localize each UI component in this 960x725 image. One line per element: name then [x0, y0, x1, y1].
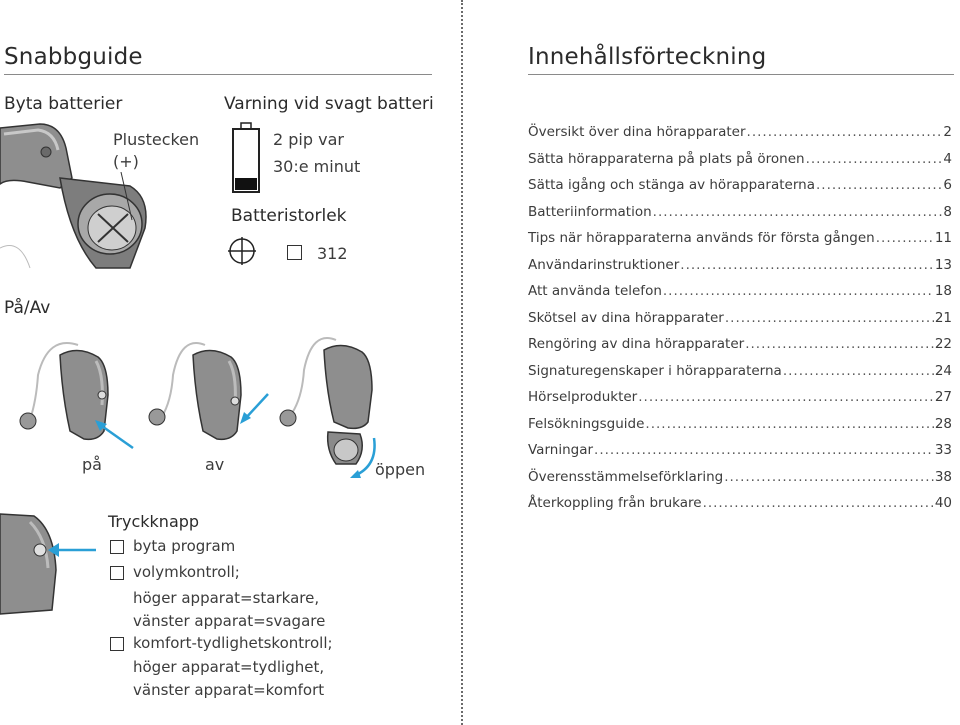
comfort-control-checkbox — [110, 637, 124, 651]
toc-entry-page: 8 — [943, 203, 952, 220]
toc-entry-page: 33 — [934, 442, 952, 458]
toc-entry-page: 24 — [934, 362, 952, 379]
volume-control-text: volymkontroll; — [133, 563, 240, 581]
toc-entry-label: Batteriinformation — [528, 203, 652, 220]
toc-entry-label: Sätta hörapparaterna på plats på öronen — [528, 150, 805, 167]
toc-entry[interactable] — [528, 257, 952, 284]
toc-entry-label: Felsökningsguide — [528, 415, 645, 432]
low-battery-heading: Varning vid svagt batteri — [224, 94, 434, 114]
toc-entry-page: 28 — [934, 415, 952, 432]
toc-entry[interactable] — [528, 204, 952, 231]
toc-entry-label: Att använda telefon — [528, 283, 662, 299]
toc-entry-page: 6 — [943, 177, 952, 193]
push-button-illustration — [0, 510, 110, 620]
comfort-control-text: komfort-tydlighetskontroll; — [133, 634, 333, 652]
toc-entry[interactable] — [528, 124, 952, 151]
toc-entry-page: 40 — [934, 495, 952, 511]
beep-line-2: 30:e minut — [273, 157, 361, 176]
toc-entry-label: Signaturegenskaper i hörapparaterna — [528, 362, 782, 379]
volume-right-text: höger apparat=starkare, — [133, 589, 320, 607]
toc-entry[interactable] — [528, 389, 952, 416]
change-program-text: byta program — [133, 537, 236, 555]
toc-entry-label: Återkoppling från brukare — [528, 495, 702, 511]
battery-size-color-square — [287, 245, 302, 260]
toc-entry-page: 38 — [934, 468, 952, 485]
change-program-checkbox — [110, 540, 124, 554]
plus-sign-symbol: (+) — [113, 152, 139, 171]
beep-line-1: 2 pip var — [273, 130, 344, 149]
toc-entry-page: 21 — [934, 309, 952, 326]
toc-entry-page: 18 — [934, 283, 952, 299]
toc-entry[interactable] — [528, 283, 952, 310]
toc-entry[interactable] — [528, 363, 952, 390]
toc-entry[interactable] — [528, 151, 952, 178]
on-arrow-icon — [95, 420, 135, 450]
toc-entry[interactable] — [528, 469, 952, 496]
battery-plus-circle-icon — [227, 236, 257, 266]
title-rule-right — [528, 74, 954, 75]
toc-entry[interactable] — [528, 230, 952, 257]
page-fold-divider — [461, 0, 463, 725]
toc-entry[interactable] — [528, 310, 952, 337]
toc-entry-label: Översikt över dina hörapparater — [528, 124, 746, 140]
label-off: av — [205, 455, 225, 474]
plus-sign-label: Plustecken — [113, 130, 200, 149]
toc-entry-page: 11 — [934, 230, 952, 246]
quick-guide-title: Snabbguide — [4, 44, 143, 70]
label-open: öppen — [375, 460, 426, 479]
toc-entry-label: Rengöring av dina hörapparater — [528, 336, 745, 352]
toc-entry-page: 22 — [934, 336, 952, 352]
toc-entry-page: 4 — [943, 150, 952, 167]
title-rule-left — [4, 74, 432, 75]
label-on: på — [82, 455, 102, 474]
off-arrow-icon — [238, 392, 270, 426]
low-battery-icon — [231, 122, 261, 194]
toc-entry[interactable] — [528, 177, 952, 204]
toc-entry-page: 13 — [934, 256, 952, 273]
battery-size-heading: Batteristorlek — [231, 206, 347, 226]
comfort-right-text: höger apparat=tydlighet, — [133, 658, 325, 676]
push-button-arrow-icon — [46, 540, 98, 560]
toc-entry[interactable] — [528, 416, 952, 443]
volume-control-checkbox — [110, 566, 124, 580]
toc-title: Innehållsförteckning — [528, 44, 767, 70]
push-button-heading: Tryckknapp — [108, 512, 200, 531]
toc-entry[interactable] — [528, 442, 952, 469]
volume-left-text: vänster apparat=svagare — [133, 612, 326, 630]
plus-pointer-line — [118, 172, 138, 222]
toc-entry-label: Skötsel av dina hörapparater — [528, 309, 724, 326]
battery-change-heading: Byta batterier — [4, 94, 123, 114]
toc-entry-label: Överensstämmelseförklaring — [528, 468, 724, 485]
comfort-left-text: vänster apparat=komfort — [133, 681, 325, 699]
toc-entry-label: Tips när hörapparaterna används för första gången — [528, 230, 875, 246]
toc-entry-label: Hörselprodukter — [528, 389, 638, 405]
on-off-heading: På/Av — [4, 298, 51, 318]
toc-entry-label: Varningar — [528, 442, 594, 458]
toc-entry-page: 27 — [934, 389, 952, 405]
toc-entry[interactable] — [528, 495, 952, 522]
toc-entry[interactable] — [528, 336, 952, 363]
table-of-contents — [528, 124, 952, 522]
toc-entry-page: 2 — [943, 124, 952, 140]
battery-size-value: 312 — [317, 244, 348, 263]
toc-entry-label: Användarinstruktioner — [528, 256, 680, 273]
toc-entry-label: Sätta igång och stänga av hörapparaterna — [528, 177, 815, 193]
